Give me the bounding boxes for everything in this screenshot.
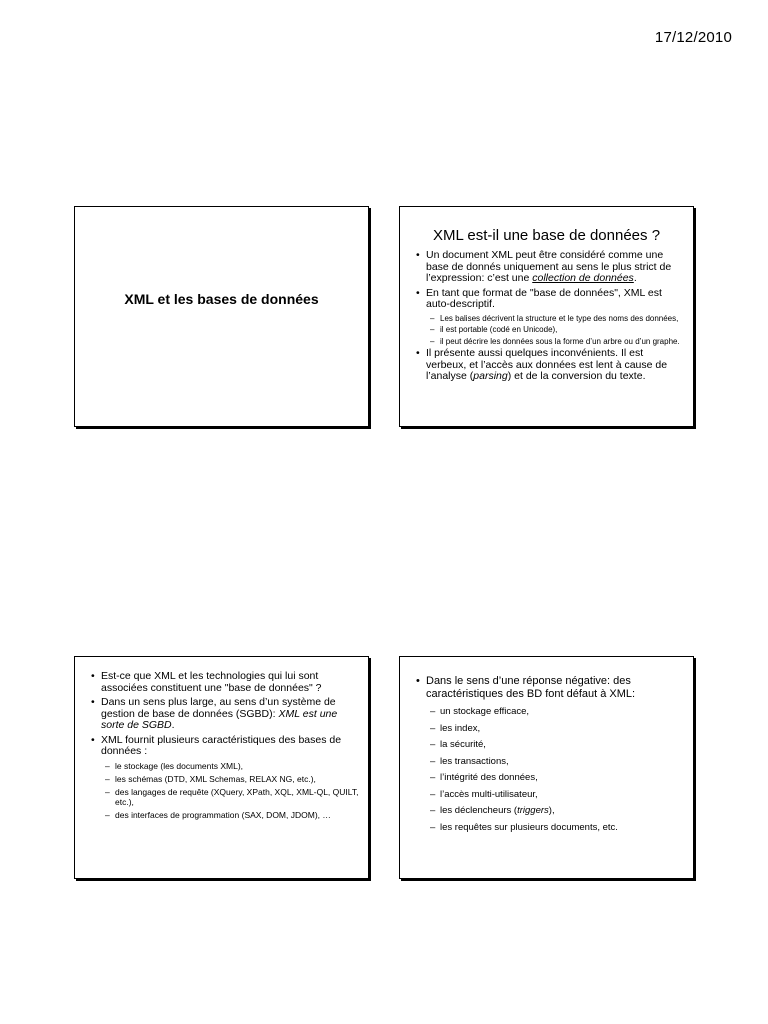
sub-bullet-item: – l’intégrité des données, (400, 772, 693, 783)
sub-bullet-item: – les schémas (DTD, XML Schemas, RELAX NG, etc.), (75, 774, 368, 784)
slide-title: XML et les bases de données (124, 291, 319, 307)
page-date: 17/12/2010 (654, 29, 732, 46)
slide-4 (399, 656, 694, 879)
bullet-list (75, 657, 368, 820)
bullet-item: • En tant que format de "base de données", XML est auto-descriptif. (400, 288, 693, 311)
sub-bullet-item: – les requêtes sur plusieurs documents, etc. (400, 822, 693, 833)
sub-bullet-item: – Les balises décrivent la structure et le type des noms des données, (400, 314, 693, 324)
bullet-item: • Dans un sens plus large, au sens d’un système de gestion de base de données (SGBD): XML est une sorte de SGBD. (75, 697, 368, 732)
sub-bullet-item: – des langages de requête (XQuery, XPath, XQL, XML-QL, QUILT, etc.), (75, 787, 368, 807)
sub-bullet-item: – des interfaces de programmation (SAX, DOM, JDOM), … (75, 810, 368, 820)
sub-bullet-item: – il est portable (codé en Unicode), (400, 325, 693, 335)
bullet-item: • XML fournit plusieurs caractéristiques des bases de données : (75, 735, 368, 758)
sub-bullet-item: – l’accès multi-utilisateur, (400, 789, 693, 800)
bullet-item: • Un document XML peut être considéré comme une base de donnés uniquement au sens le plus strict de l’expression: c’est une collection de données. (400, 250, 693, 285)
sub-bullet-item: – le stockage (les documents XML), (75, 761, 368, 771)
sub-bullet-item: – un stockage efficace, (400, 706, 693, 717)
bullet-list (400, 250, 693, 383)
slide-2 (399, 206, 694, 427)
bullet-item: • Dans le sens d’une réponse négative: des caractéristiques des BD font défaut à XML: (400, 675, 693, 700)
slide-1 (74, 206, 369, 427)
sub-bullet-item: – les déclencheurs (triggers), (400, 805, 693, 816)
sub-bullet-item: – les index, (400, 723, 693, 734)
sub-bullet-item: – il peut décrire les données sous la forme d’un arbre ou d’un graphe. (400, 337, 693, 347)
slide-3 (74, 656, 369, 879)
bullet-item: • Est-ce que XML et les technologies qui lui sont associées constituent une "base de données" ? (75, 671, 368, 694)
sub-bullet-item: – les transactions, (400, 756, 693, 767)
bullet-list (400, 657, 693, 833)
slide-title: XML est-il une base de données ? (432, 227, 661, 244)
sub-bullet-item: – la sécurité, (400, 739, 693, 750)
bullet-item: • Il présente aussi quelques inconvénients. Il est verbeux, et l’accès aux données est lent à cause de l’analyse (parsing) et de la conversion du texte. (400, 348, 693, 383)
